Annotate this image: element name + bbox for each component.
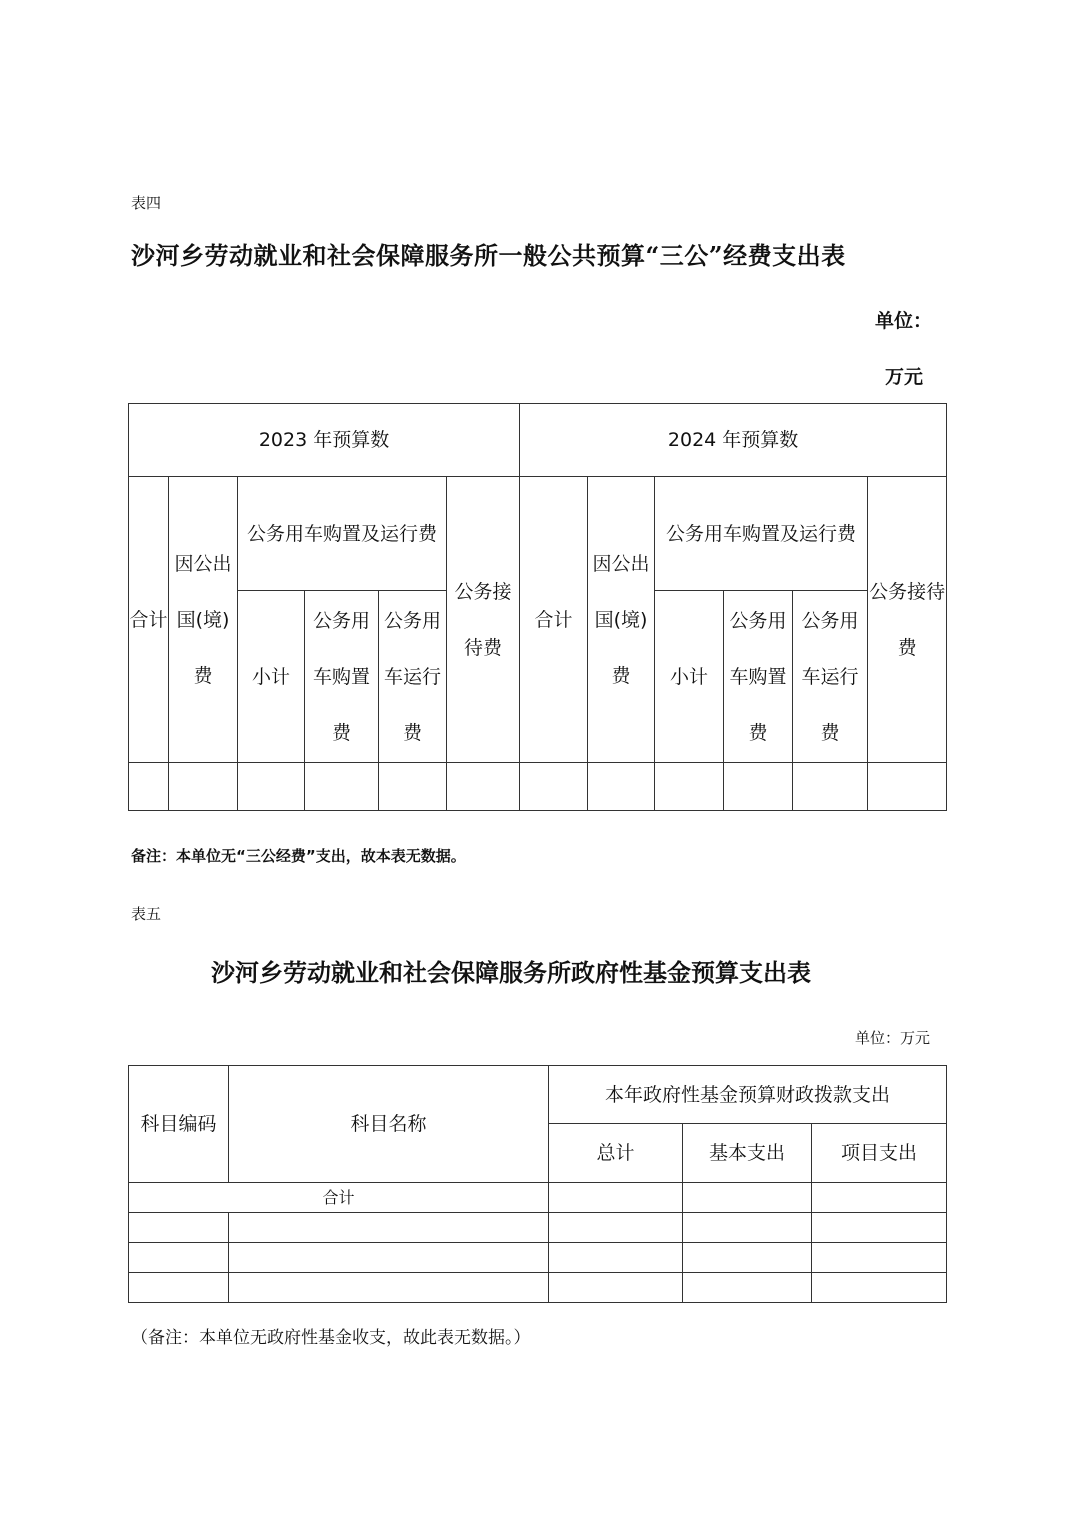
- table5-label: 表五: [131, 905, 162, 923]
- table5: [128, 1065, 947, 1303]
- table4-note: 备注：本单位无“三公经费”支出，故本表无数据。: [131, 847, 466, 865]
- table-cell: [549, 1183, 683, 1213]
- col-vehicle-purchase-2024: 公务用车购置费: [724, 591, 793, 763]
- table-cell: [683, 1243, 812, 1273]
- table-cell: [812, 1273, 947, 1303]
- col-name: 科目名称: [229, 1066, 549, 1183]
- table-cell: [229, 1213, 549, 1243]
- table-cell: [549, 1273, 683, 1303]
- table-cell: [655, 763, 724, 811]
- table-cell: [724, 763, 793, 811]
- table-cell: [588, 763, 655, 811]
- col-basic: 基本支出: [683, 1124, 812, 1183]
- table-cell: [683, 1273, 812, 1303]
- table-cell: [812, 1243, 947, 1273]
- table5-title: 沙河乡劳动就业和社会保障服务所政府性基金预算支出表: [211, 958, 811, 987]
- table-cell: [129, 1273, 229, 1303]
- col-reception-2024: 公务接待费: [868, 477, 947, 763]
- table-cell: [520, 763, 588, 811]
- col-subtotal-2023: 小计: [238, 591, 305, 763]
- table-cell: [229, 1243, 549, 1273]
- table-cell: [683, 1213, 812, 1243]
- table-cell: [129, 1243, 229, 1273]
- col-total-2024: 合计: [520, 477, 588, 763]
- col-project: 项目支出: [812, 1124, 947, 1183]
- table-cell: [549, 1243, 683, 1273]
- table-cell: [129, 763, 169, 811]
- col-vehicle-operation-2024: 公务用车运行费: [793, 591, 868, 763]
- col-group: 本年政府性基金预算财政拨款支出: [549, 1066, 947, 1124]
- table4-label: 表四: [131, 194, 162, 212]
- table5-unit: 单位：万元: [855, 1029, 931, 1047]
- col-vehicle-operation-2023: 公务用车运行费: [379, 591, 447, 763]
- table4-unit-line1: 单位：: [875, 310, 933, 332]
- table-cell: [379, 763, 447, 811]
- table-cell: [447, 763, 520, 811]
- table-cell: [229, 1273, 549, 1303]
- table-row: [129, 1213, 947, 1243]
- col-code: 科目编码: [129, 1066, 229, 1183]
- table-cell: [129, 1213, 229, 1243]
- col-vehicle-group-2023: 公务用车购置及运行费: [238, 477, 447, 591]
- table-cell: [793, 763, 868, 811]
- table-row: [129, 1273, 947, 1303]
- table-cell: [812, 1183, 947, 1213]
- table4: [128, 403, 947, 811]
- table-cell: [683, 1183, 812, 1213]
- table-cell: [549, 1213, 683, 1243]
- col-total: 总计: [549, 1124, 683, 1183]
- col-reception-2023: 公务接待费: [447, 477, 520, 763]
- table-cell: [868, 763, 947, 811]
- table5-note: （备注：本单位无政府性基金收支，故此表无数据。）: [131, 1328, 531, 1348]
- col-total-2023: 合计: [129, 477, 169, 763]
- col-abroad-2024: 因公出国(境)费: [588, 477, 655, 763]
- table-cell: [812, 1213, 947, 1243]
- table4-unit-line2: 万元: [885, 366, 924, 388]
- col-vehicle-purchase-2023: 公务用车购置费: [305, 591, 379, 763]
- year-2024-header: 2024 年预算数: [520, 404, 947, 477]
- col-abroad-2023: 因公出国(境)费: [169, 477, 238, 763]
- table-cell: [305, 763, 379, 811]
- year-2023-header: 2023 年预算数: [129, 404, 520, 477]
- table-cell: [169, 763, 238, 811]
- table4-data-row: [129, 763, 947, 811]
- table4-title: 沙河乡劳动就业和社会保障服务所一般公共预算“三公”经费支出表: [131, 241, 846, 270]
- table-row: [129, 1243, 947, 1273]
- col-vehicle-group-2024: 公务用车购置及运行费: [655, 477, 868, 591]
- table-cell: [238, 763, 305, 811]
- col-subtotal-2024: 小计: [655, 591, 724, 763]
- row-total-label: 合计: [129, 1183, 549, 1213]
